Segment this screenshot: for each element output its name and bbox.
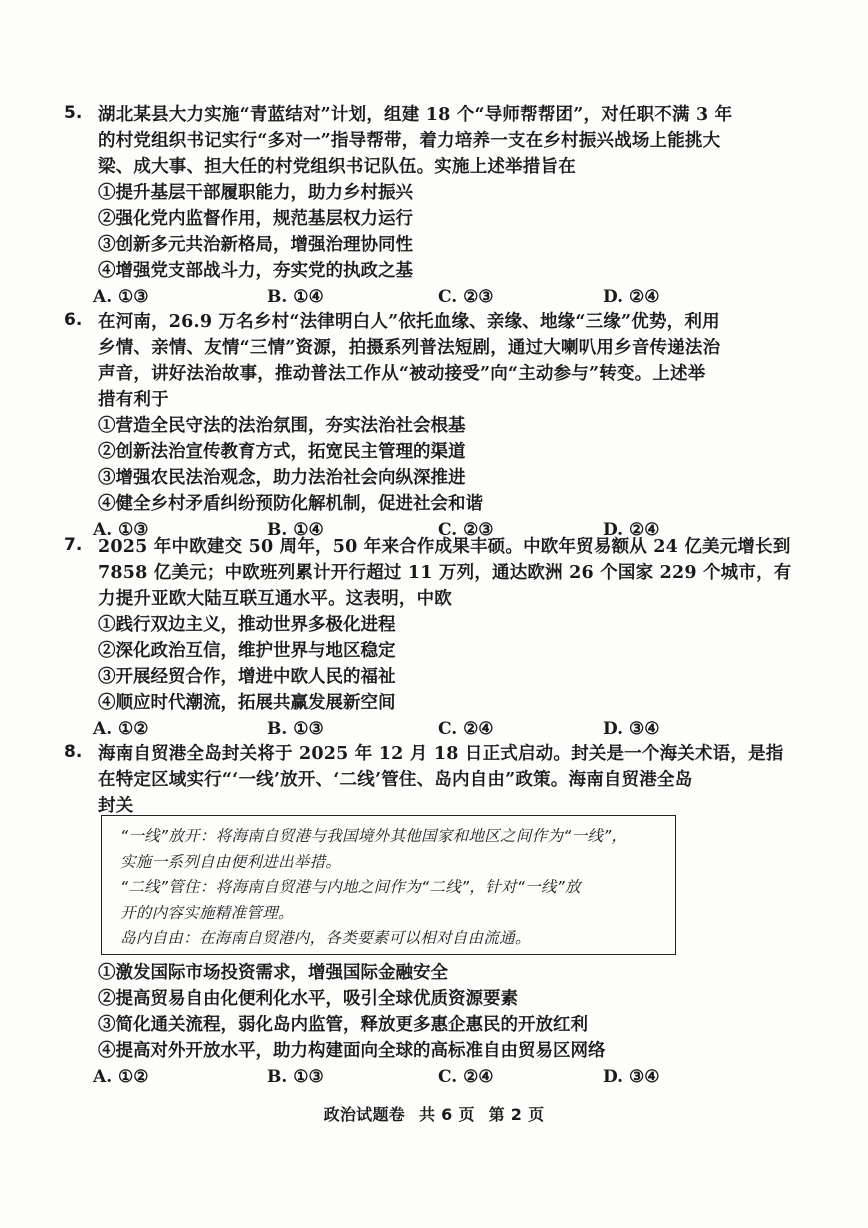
option-c: C. ②④ — [438, 719, 494, 739]
statement-item: ①激发国际市场投资需求，增强国际金融安全 — [98, 963, 448, 983]
option-b: B. ①③ — [267, 1067, 324, 1087]
question-stem-line: 在特定区域实行“‘一线’放开、‘二线’管住、岛内自由”政策。海南自贸港全岛 — [98, 770, 693, 790]
box-text-line: “二线”管住：将海南自贸港与内地之间作为“二线”，针对“一线”放 — [120, 878, 581, 896]
statement-item: ①营造全民守法的法治氛围，夯实法治社会根基 — [98, 416, 466, 436]
option-a: A. ①③ — [93, 520, 149, 540]
box-text-line: “一线”放开：将海南自贸港与我国境外其他国家和地区之间作为“一线”， — [120, 827, 628, 845]
question-8 — [64, 741, 834, 819]
option-d: D. ②④ — [603, 520, 660, 540]
statement-item: ②提高贸易自由化便利化水平，吸引全球优质资源要素 — [98, 989, 518, 1009]
question-stem-line: 7858 亿美元；中欧班列累计开行超过 11 万列，通达欧洲 26 个国家 229 个城市，有 — [98, 563, 792, 583]
question-stem-line: 力提升亚欧大陆互联互通水平。这表明，中欧 — [98, 589, 452, 609]
footer-subject: 政治试题卷 — [323, 1105, 406, 1124]
statement-item: ③创新多元共治新格局，增强治理协同性 — [98, 235, 413, 255]
question-8-items — [64, 960, 834, 1090]
footer-total-pages: 共 6 页 — [418, 1105, 475, 1124]
option-a: A. ①② — [93, 1067, 149, 1087]
question-stem-line: 封关 — [98, 796, 134, 816]
question-stem-line: 声音，讲好法治故事，推动普法工作从“被动接受”向“主动参与”转变。上述举 — [98, 364, 706, 384]
question-number: 5. — [64, 103, 83, 123]
option-b: B. ①④ — [267, 520, 324, 540]
option-c: C. ②④ — [438, 1067, 494, 1087]
question-7 — [64, 534, 834, 742]
option-a: A. ①③ — [93, 287, 149, 307]
statement-item: ③简化通关流程，弱化岛内监管，释放更多惠企惠民的开放红利 — [98, 1015, 588, 1035]
option-d: D. ③④ — [603, 719, 660, 739]
statement-item: ③开展经贸合作，增进中欧人民的福祉 — [98, 667, 396, 687]
option-c: C. ②③ — [438, 287, 494, 307]
footer-page-number: 第 2 页 — [488, 1105, 545, 1124]
statement-item: ②强化党内监督作用，规范基层权力运行 — [98, 209, 413, 229]
statement-item: ④顺应时代潮流，拓展共赢发展新空间 — [98, 693, 396, 713]
question-stem-line: 乡情、亲情、友情“三情”资源，拍摄系列普法短剧，通过大喇叭用乡音传递法治 — [98, 338, 721, 358]
statement-item: ①提升基层干部履职能力，助力乡村振兴 — [98, 183, 413, 203]
option-b: B. ①④ — [267, 287, 324, 307]
question-number: 7. — [64, 535, 83, 555]
page-footer — [0, 1102, 868, 1125]
option-d: D. ②④ — [603, 287, 660, 307]
question-stem-line: 2025 年中欧建交 50 周年，50 年来合作成果丰硕。中欧年贸易额从 24 亿美元增长到 — [98, 537, 791, 557]
question-stem-line: 的村党组织书记实行“多对一”指导帮带，着力培养一支在乡村振兴战场上能挑大 — [98, 131, 721, 151]
answer-options — [93, 1064, 834, 1090]
option-d: D. ③④ — [603, 1067, 660, 1087]
answer-options — [93, 716, 834, 742]
question-6 — [64, 309, 834, 543]
question-stem-line: 湖北某县大力实施“青蓝结对”计划，组建 18 个“导师帮帮团”，对任职不满 3 年 — [98, 105, 733, 125]
option-a: A. ①② — [93, 719, 149, 739]
question-stem-line: 在河南，26.9 万名乡村“法律明白人”依托血缘、亲缘、地缘“三缘”优势，利用 — [98, 312, 720, 332]
answer-options — [93, 284, 834, 310]
statement-item: ②创新法治宣传教育方式，拓宽民主管理的渠道 — [98, 442, 466, 462]
statement-item: ④增强党支部战斗力，夯实党的执政之基 — [98, 261, 413, 281]
box-text-line: 开的内容实施精准管理。 — [120, 903, 294, 922]
question-number: 6. — [64, 310, 83, 330]
statement-item: ④提高对外开放水平，助力构建面向全球的高标准自由贸易区网络 — [98, 1041, 606, 1061]
question-stem-line: 措有利于 — [98, 390, 169, 410]
box-text-line: 岛内自由：在海南自贸港内，各类要素可以相对自由流通。 — [120, 929, 531, 947]
statement-item: ②深化政治互信，维护世界与地区稳定 — [98, 641, 396, 661]
policy-explanation-box — [101, 815, 676, 955]
box-text-line: 实施一系列自由便利进出举措。 — [120, 852, 342, 871]
question-stem-line: 海南自贸港全岛封关将于 2025 年 12 月 18 日正式启动。封关是一个海关术语，是指 — [98, 744, 784, 764]
option-c: C. ②③ — [438, 520, 494, 540]
statement-item: ①践行双边主义，推动世界多极化进程 — [98, 615, 396, 635]
statement-item: ④健全乡村矛盾纠纷预防化解机制，促进社会和谐 — [98, 494, 483, 514]
question-number: 8. — [64, 742, 83, 762]
option-b: B. ①③ — [267, 719, 324, 739]
statement-item: ③增强农民法治观念，助力法治社会向纵深推进 — [98, 468, 466, 488]
question-stem-line: 梁、成大事、担大任的村党组织书记队伍。实施上述举措旨在 — [98, 157, 576, 177]
question-5 — [64, 102, 834, 310]
